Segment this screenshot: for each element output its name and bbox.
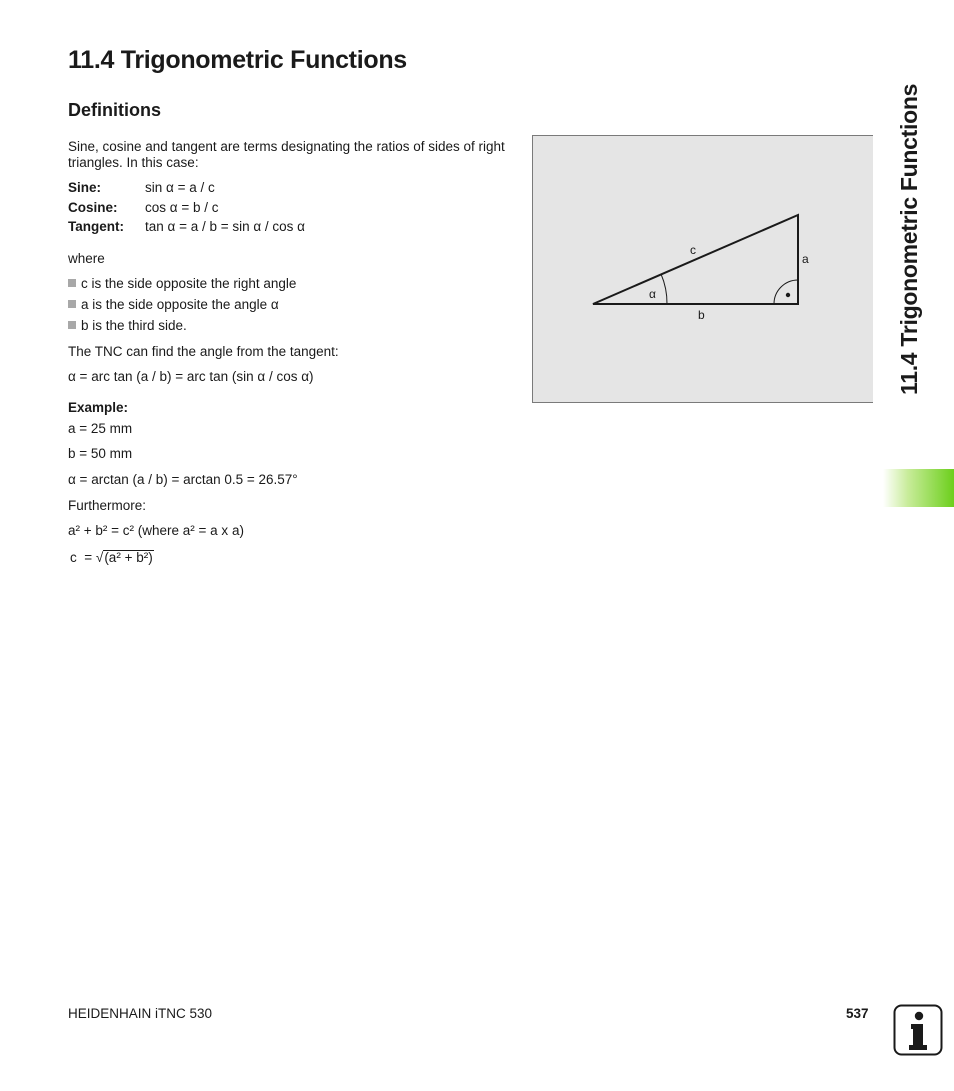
- furthermore-label: Furthermore:: [68, 498, 147, 513]
- square-bullet-icon: [68, 300, 76, 308]
- right-triangle: [593, 215, 798, 304]
- definition-tangent: [68, 219, 508, 235]
- definition-cosine: [68, 200, 508, 216]
- square-bullet-icon: [68, 279, 76, 287]
- right-angle-dot: [786, 293, 790, 297]
- bullet-item: [68, 276, 296, 292]
- bullet-text: c is the side opposite the right angle: [81, 276, 297, 291]
- definition-label: Cosine:: [68, 200, 118, 215]
- example-label: Example:: [68, 400, 129, 415]
- square-bullet-icon: [68, 321, 76, 329]
- bullet-item: [68, 318, 187, 334]
- arctan-formula: α = arc tan (a / b) = arc tan (sin α / cos α): [68, 369, 314, 384]
- angle-alpha-arc: [661, 274, 667, 304]
- pythagoras-formula: a² + b² = c² (where a² = a x a): [68, 523, 244, 538]
- side-label-a: a: [802, 252, 809, 266]
- definition-sine: [68, 180, 508, 196]
- bullet-text: a is the side opposite the angle α: [81, 297, 279, 312]
- chapter-sidebar-title: 11.4 Trigonometric Functions: [896, 83, 922, 395]
- where-label: where: [68, 251, 105, 266]
- side-label-b: b: [698, 308, 705, 322]
- sqrt-lhs: c =: [70, 550, 96, 565]
- page-number: 537: [846, 1006, 869, 1021]
- example-line: α = arctan (a / b) = arctan 0.5 = 26.57°: [68, 472, 298, 487]
- page-title: 11.4 Trigonometric Functions: [68, 46, 407, 74]
- definition-formula: sin α = a / c: [145, 180, 215, 195]
- definition-formula: cos α = b / c: [145, 200, 219, 215]
- right-angle-arc: [774, 280, 798, 304]
- definition-formula: tan α = a / b = sin α / cos α: [145, 219, 305, 234]
- sqrt-sign-icon: √: [95, 550, 104, 565]
- definition-label: Sine:: [68, 180, 102, 195]
- triangle-figure: [532, 135, 873, 403]
- bullet-text: b is the third side.: [81, 318, 187, 333]
- triangle-diagram: [533, 136, 874, 404]
- footer-product: HEIDENHAIN iTNC 530: [68, 1006, 213, 1021]
- sqrt-formula: [70, 550, 154, 565]
- sqrt-radicand: (a² + b²): [104, 550, 153, 565]
- intro-paragraph: Sine, cosine and tangent are terms designating the ratios of sides of right triangles. In this case:: [68, 139, 505, 170]
- info-icon: [893, 1004, 943, 1056]
- tangent-note: The TNC can find the angle from the tangent:: [68, 344, 339, 359]
- bullet-item: [68, 297, 279, 313]
- angle-label-alpha: α: [649, 287, 656, 301]
- definition-label: Tangent:: [68, 219, 124, 234]
- chapter-tab: [883, 469, 954, 507]
- example-line: a = 25 mm: [68, 421, 133, 436]
- section-title: Definitions: [68, 100, 161, 120]
- side-label-c: c: [690, 243, 696, 257]
- example-line: b = 50 mm: [68, 446, 133, 461]
